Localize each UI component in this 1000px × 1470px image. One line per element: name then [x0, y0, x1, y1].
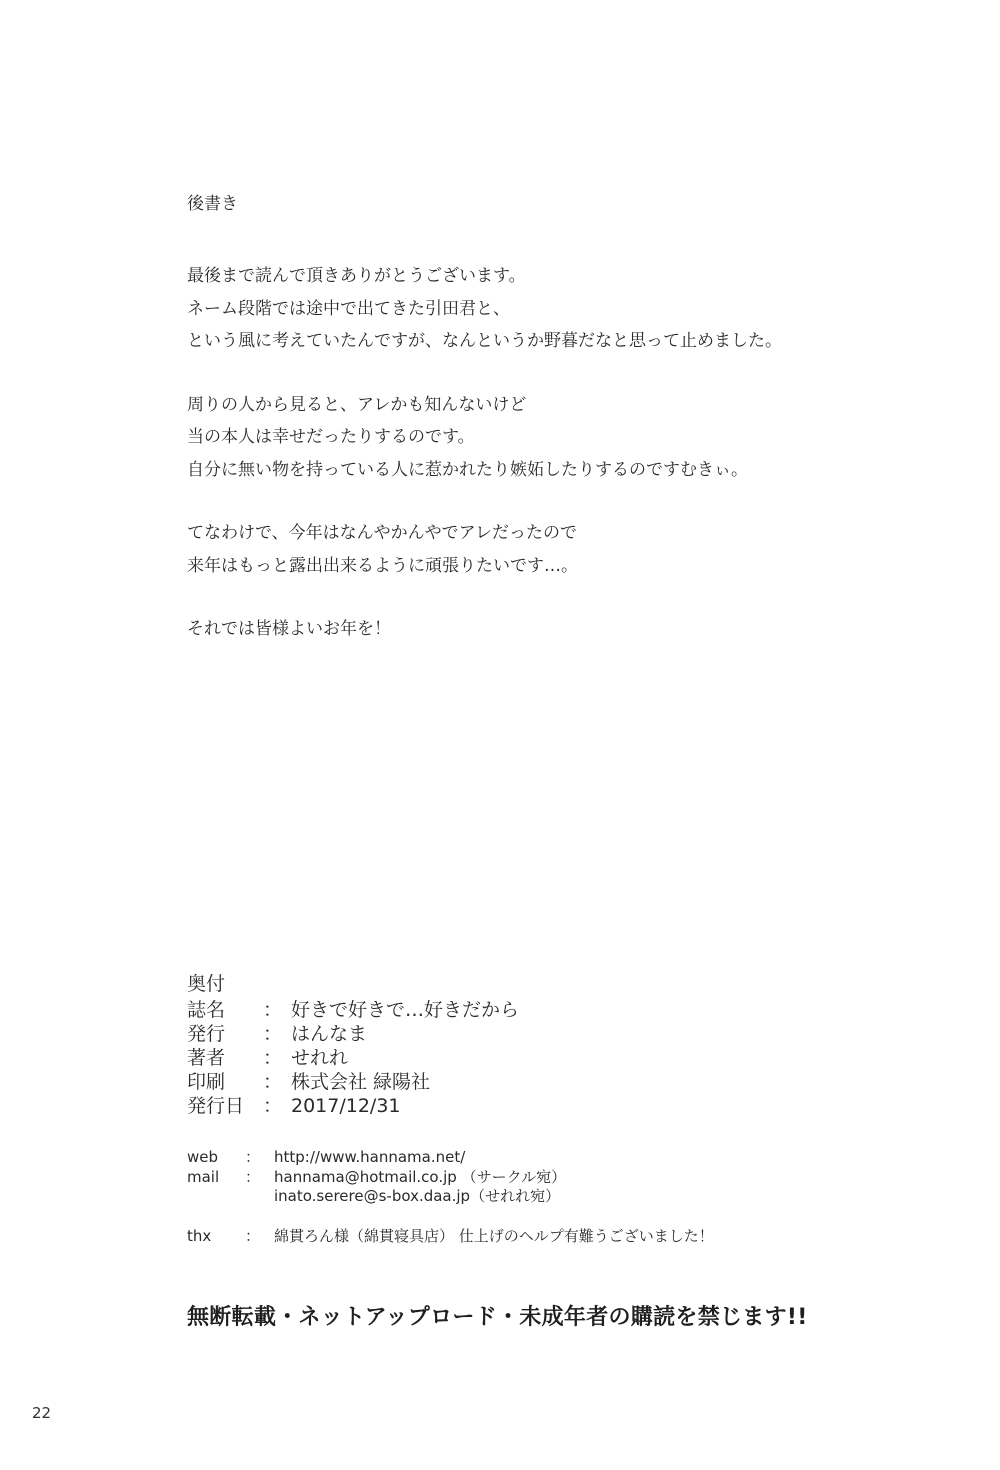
colophon-value: 2017/12/31 [291, 1095, 401, 1117]
colophon-title: 奥付 [187, 973, 226, 995]
colophon-row-title [187, 998, 519, 1022]
colophon-label: 発行日 [187, 1095, 245, 1117]
afterword-line: てなわけで、今年はなんやかんやでアレだったので [187, 523, 577, 543]
afterword-paragraph [187, 260, 782, 358]
afterword-line: 周りの人から見ると、アレかも知んないけど [187, 394, 527, 415]
afterword-line: 来年はもっと露出出来るように頑張りたいです…。 [187, 555, 578, 576]
contact-label: thx [187, 1226, 212, 1245]
contact-colon: ： [245, 1226, 261, 1245]
contact-label: web [187, 1148, 219, 1166]
colophon-value: せれれ [291, 1047, 349, 1069]
colophon-row-date [187, 1094, 519, 1118]
copyright-warning: 無断転載・ネットアップロード・未成年者の購読を禁じます!! [187, 1305, 808, 1330]
afterword-section [187, 192, 782, 677]
afterword-paragraph [187, 613, 782, 646]
afterword-line: という風に考えていたんですが、なんというか野暮だなと思って止めました。 [187, 331, 782, 351]
mail-address-author[interactable]: inato.serere@s-box.daa.jp（せれれ宛） [274, 1187, 561, 1205]
contact-row-mail [187, 1168, 714, 1188]
afterword-paragraph [187, 517, 782, 582]
afterword-paragraph [187, 389, 782, 487]
afterword-line: 当の本人は幸せだったりするのです。 [187, 427, 475, 447]
colophon-row-publisher [187, 1022, 519, 1046]
contact-label: mail [187, 1167, 220, 1186]
colophon-section [187, 970, 519, 1118]
page-number: 22 [32, 1404, 52, 1422]
afterword-line: それでは皆様よいお年を！ [187, 619, 391, 639]
colophon-value: 株式会社 緑陽社 [291, 1071, 431, 1093]
afterword-line: ネーム段階では途中で出てきた引田君と、 [187, 298, 510, 319]
colophon-row-author [187, 1046, 519, 1070]
afterword-line: 自分に無い物を持っている人に惹かれたり嫉妬したりするのですむきぃ。 [187, 459, 748, 480]
colophon-colon: ： [263, 1047, 283, 1069]
colophon-value: はんなま [291, 1023, 368, 1045]
contact-section [187, 1148, 714, 1246]
contact-row-web [187, 1148, 714, 1168]
colophon-label: 誌名 [187, 999, 226, 1021]
colophon-row-printer [187, 1070, 519, 1094]
contact-colon: ： [245, 1167, 261, 1186]
thanks-text: 綿貫ろん様（綿貫寝具店） 仕上げのヘルプ有難うございました！ [274, 1226, 714, 1245]
afterword-heading: 後書き [187, 194, 238, 214]
colophon-colon: ： [263, 1071, 283, 1093]
web-link[interactable]: http://www.hannama.net/ [274, 1148, 466, 1166]
colophon-colon: ： [263, 1095, 283, 1117]
colophon-label: 著者 [187, 1047, 226, 1069]
afterword-line: 最後まで読んで頂きありがとうございます。 [187, 266, 526, 286]
mail-address-circle[interactable]: hannama@hotmail.co.jp （サークル宛） [274, 1167, 567, 1186]
contact-row-mail-2 [187, 1187, 714, 1207]
colophon-label: 印刷 [187, 1071, 226, 1093]
colophon-value: 好きで好きで…好きだから [291, 999, 520, 1021]
contact-row-thx [187, 1227, 714, 1247]
colophon-colon: ： [263, 999, 283, 1021]
contact-colon: ： [245, 1148, 261, 1166]
colophon-label: 発行 [187, 1023, 226, 1045]
colophon-colon: ： [263, 1023, 283, 1045]
